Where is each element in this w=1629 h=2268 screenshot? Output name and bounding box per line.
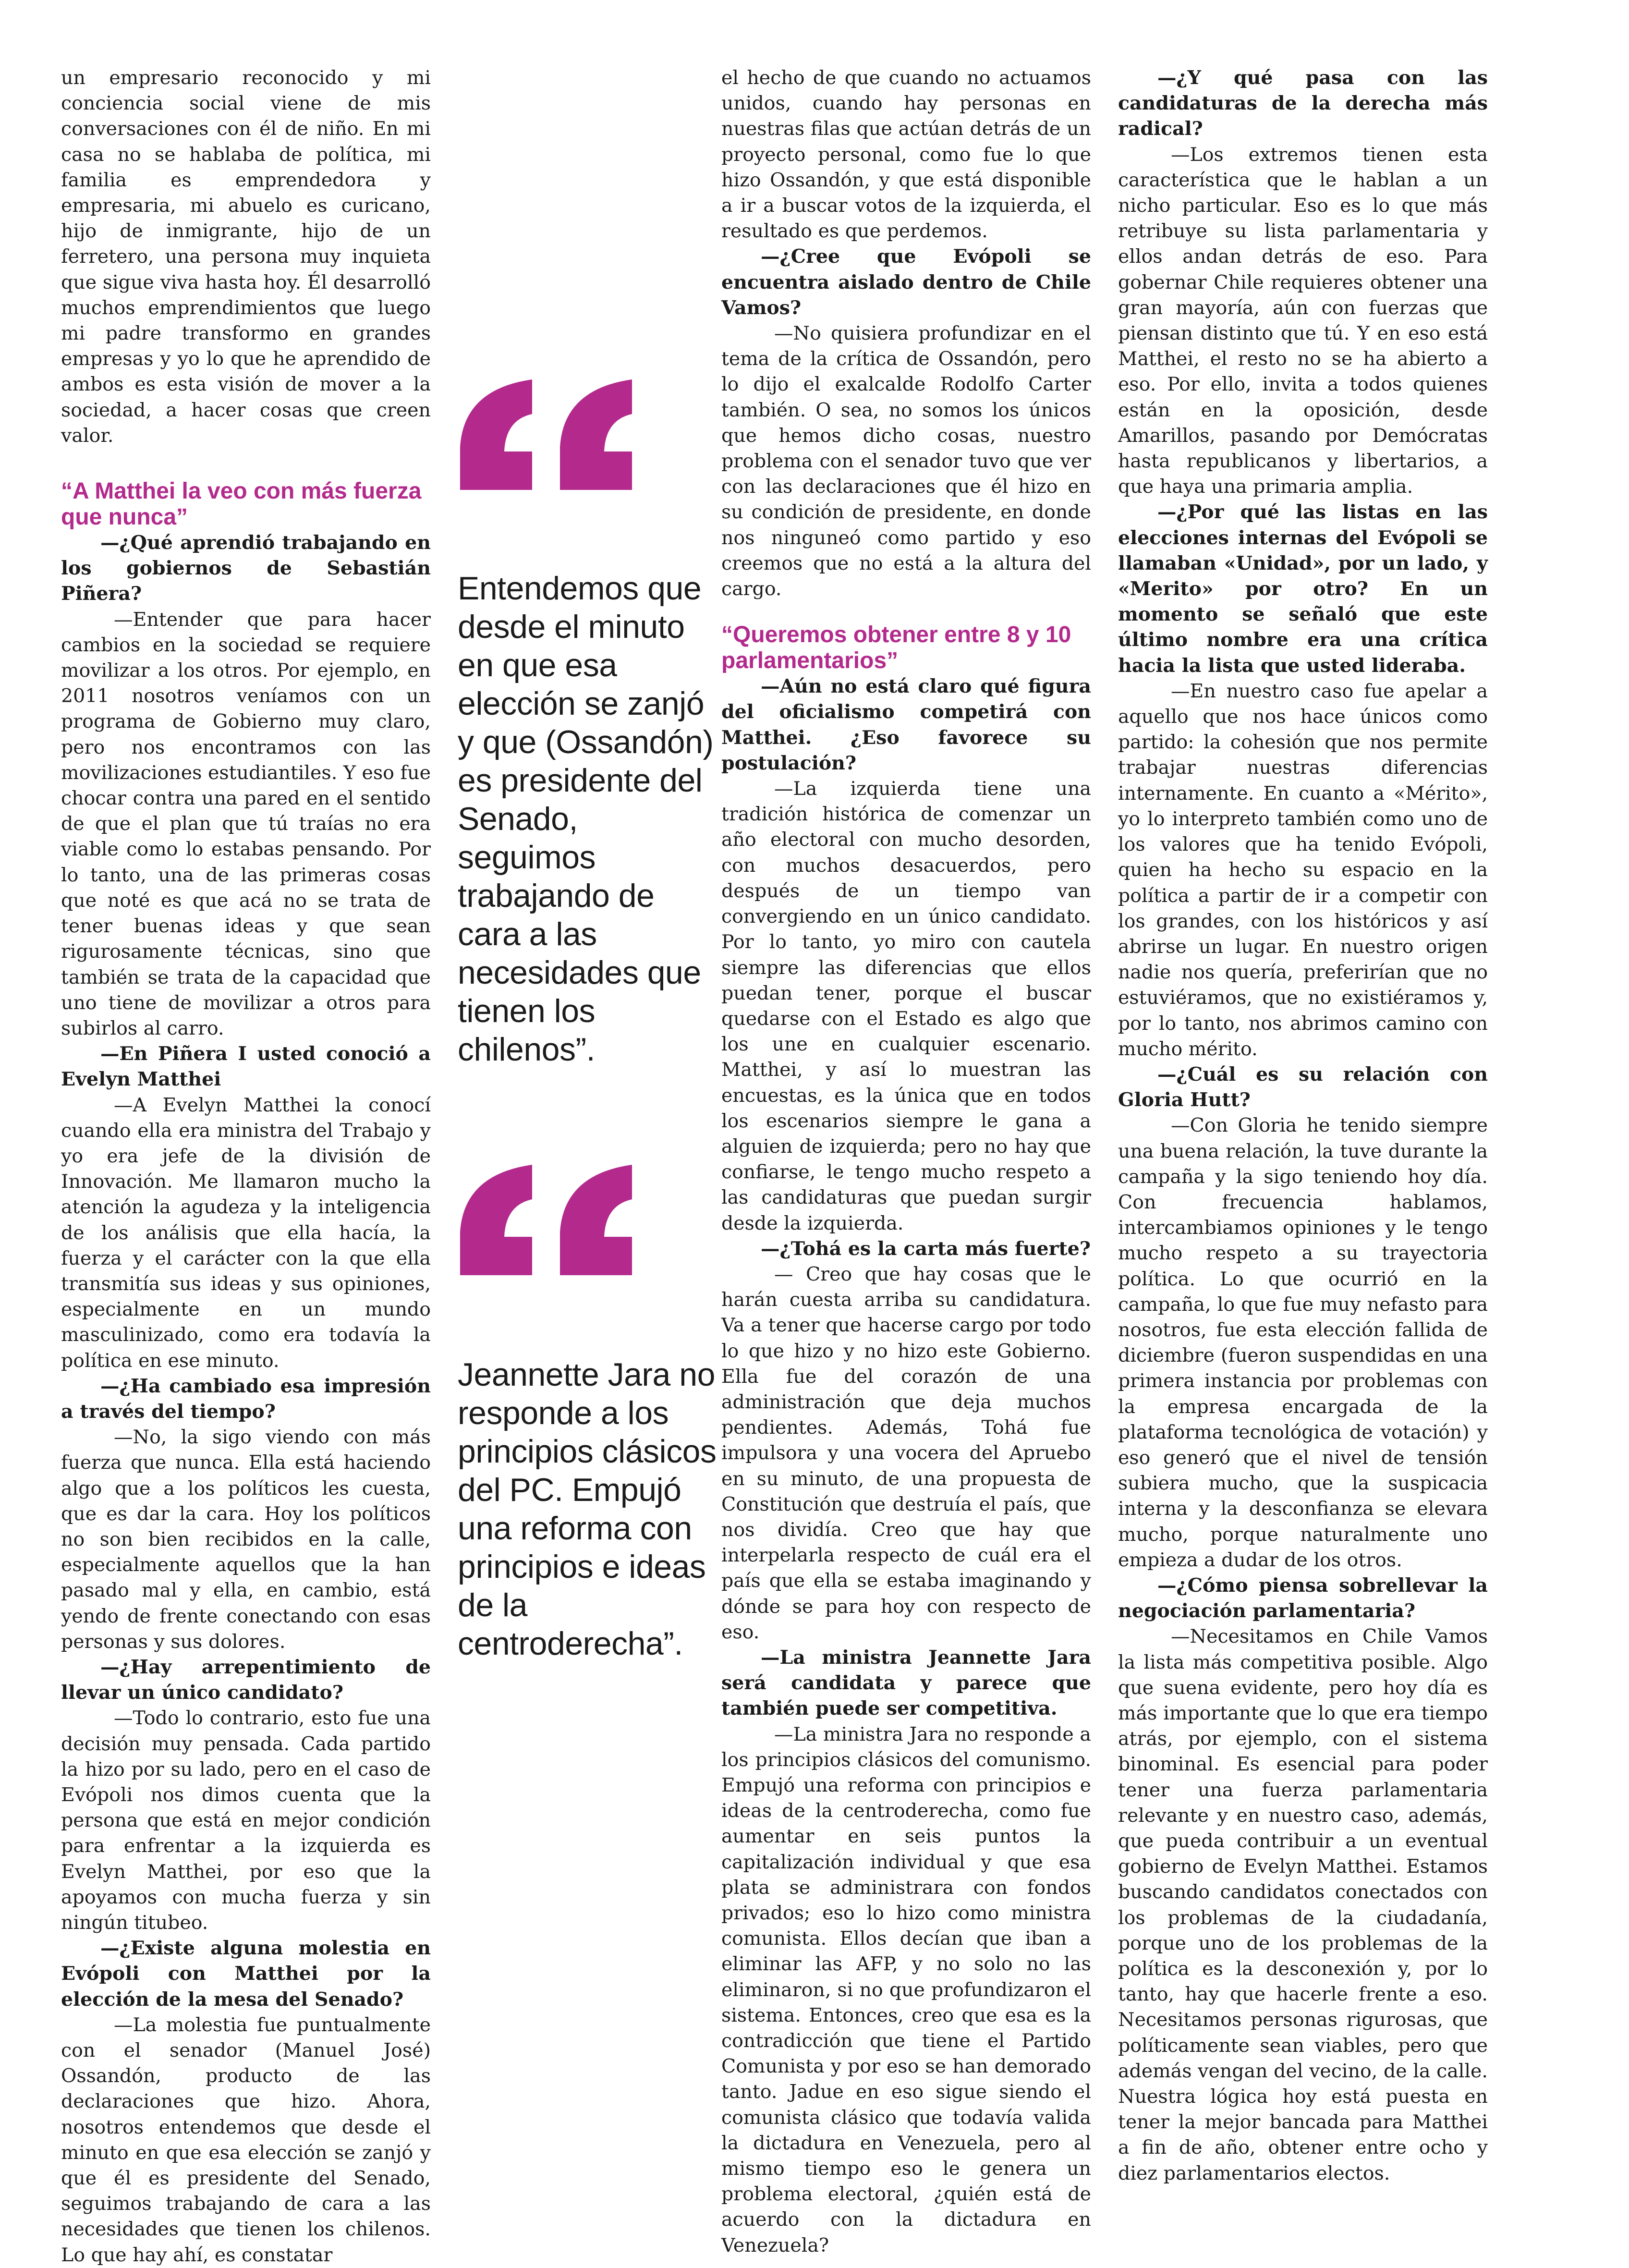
interview-question: —¿Cómo piensa sobrellevar la negociación parlamentaria? [1118,1574,1488,1622]
pull-quote: Entendemos que desde el minuto en que esa elección se zanjó y que (Ossandón) es presidente del Senado, seguimos trabajando de cara a las necesidades que tienen los chilenos”. [458,570,714,1068]
section-heading: “Queremos obtener entre 8 y 10 parlamentarios” [721,622,1071,674]
interview-question: —En Piñera I usted conoció a Evelyn Matthei [61,1043,431,1091]
interview-answer: —Todo lo contrario, esto fue una decisión muy pensada. Cada partido la hizo por su lado, pero en el caso de Evópoli nos dimos cuenta que la persona que está en mejor condición para enfrentar a la izquierda es Evelyn Matthei, por eso que la apoyamos con mucha fuerza y sin ningún titubeo. [61,1707,431,1934]
interview-question: —¿Tohá es la carta más fuerte? [761,1237,1091,1260]
interview-question: —¿Cuál es su relación con Gloria Hutt? [1118,1063,1488,1111]
paragraph: un empresario reconocido y mi conciencia social viene de mis conversaciones con él de niño. En mi casa no se hablaba de política, mi familia es emprendedora y empresaria, mi abuelo es curicano, hijo de inmigrante, hijo de un ferretero, una persona muy inquieta que sigue viva hasta hoy. Él desarrolló muchos emprendimientos que luego mi padre transformo en grandes empresas y yo lo que he aprendido de ambos es esta visión de mover a la sociedad, a hacer cosas que creen valor. [61,67,431,447]
article-column-4 [1118,65,1488,2186]
interview-answer: — Creo que hay cosas que le harán cuesta arriba su candidatura. Va a tener que hacerse cargo por todo lo que hizo y no hizo este Gobierno. Ella fue del corazón de una administración que deja muchos pendientes. Además, Tohá fue impulsora y una vocera del Apruebo en su minuto, de una propuesta de Constitución que destruía el país, que nos dividía. Creo que hay que interpelarla respecto de cuál era el país que ella se estaba imaginando y dónde se para hoy con respecto de eso. [721,1263,1091,1643]
article-column-3 [721,65,1091,2258]
interview-question: —¿Y qué pasa con las candidaturas de la derecha más radical? [1118,67,1488,140]
interview-answer: —Con Gloria he tenido siempre una buena relación, la tuve durante la campaña y la sigo teniendo hoy día. Con frecuencia hablamos, intercambiamos opiniones y le tengo mucho respeto a su trayectoria política. Lo que ocurrió en la campaña, lo que fue muy nefasto para nosotros, fue esta elección fallida de diciembre (fueron suspendidas en una primera instancia por problemas con la empresa encargada de la plataforma tecnológica de votación) y eso generó que el nivel de tensión subiera mucho, que la suspicacia interna y la desconfianza se elevara mucho, porque naturalmente uno empieza a dudar de los otros. [1118,1114,1488,1571]
quote-mark-icon [460,379,633,490]
pull-quote: Jeannette Jara no responde a los principios clásicos del PC. Empujó una reforma con principios e ideas de la centroderecha”. [458,1356,717,1662]
interview-question: —¿Existe alguna molestia en Evópoli con Matthei por la elección de la mesa del Senado? [61,1937,431,2011]
interview-question: —¿Por qué las listas en las elecciones internas del Evópoli se llamaban «Unidad», por un lado, y «Merito» por otro? En un momento se señaló que este último nombre era una crítica hacia la lista que usted lideraba. [1118,501,1488,677]
interview-answer: —La izquierda tiene una tradición histórica de comenzar un año electoral con mucho desorden, con muchos desacuerdos, pero después de un tiempo van convergiendo en un único candidato. Por lo tanto, yo miro con cautela siempre las diferencias que ellos puedan tener, porque el buscar quedarse con el Estado es algo que los une en cualquier escenario. Matthei, y así lo muestran las encuestas, es la única que en todos los escenarios siempre le gana a alguien de izquierda; pero no hay que confiarse, le tengo mucho respeto a las candidaturas que puedan surgir desde la izquierda. [721,778,1091,1234]
quote-mark-icon [460,1165,633,1275]
interview-question: —¿Qué aprendió trabajando en los gobiernos de Sebastián Piñera? [61,532,431,605]
interview-question: —La ministra Jeannette Jara será candidata y parece que también puede ser competitiva. [721,1646,1091,1720]
interview-answer: —En nuestro caso fue apelar a aquello que nos hace únicos como partido: la cohesión que nos permite trabajar nuestras diferencias internamente. En cuanto a «Mérito», yo lo interpreto también como uno de los valores que ha tenido Evópoli, quien ha hecho su espacio en la política a partir de ir a competir con los grandes, con los históricos y así abrirse un lugar. En nuestro origen nadie nos quería, preferirían que no estuviéramos, que no existiéramos y, por lo tanto, nos abrimos camino con mucho mérito. [1118,680,1488,1060]
interview-answer: —Los extremos tienen esta característica que le hablan a un nicho particular. Eso es lo que más retribuye su lista parlamentaria y ellos andan detrás de eso. Para gobernar Chile requieres obtener una gran mayoría, aún con fuerzas que piensan distinto que tú. Y en eso está Matthei, el resto no se ha abierto a eso. Por ello, invita a todos quienes están en la oposición, desde Amarillos, pasando por Demócratas hasta republicanos y libertarios, a que haya una primaria amplia. [1118,143,1488,498]
interview-question: —¿Hay arrepentimiento de llevar un único candidato? [61,1656,431,1704]
paragraph: el hecho de que cuando no actuamos unidos, cuando hay personas en nuestras filas que actúan detrás de un proyecto personal, como fue lo que hizo Ossandón, y que está disponible a ir a buscar votos de la izquierda, el resultado es que perdemos. [721,67,1091,243]
interview-answer: —No quisiera profundizar en el tema de la crítica de Ossandón, pero lo dijo el exalcalde Rodolfo Carter también. O sea, no somos los únicos que hemos dicho cosas, nuestro problema con el senador tuvo que ver con las declaraciones que él hizo en su condición de presidente, en donde nos ninguneó como partido y eso creemos que no está a la altura del cargo. [721,322,1091,600]
interview-answer: —A Evelyn Matthei la conocí cuando ella era ministra del Trabajo y yo era jefe de la división de Innovación. Me llamaron mucho la atención la agudeza y la inteligencia de los análisis que ella hacía, la fuerza y el carácter con la que ella transmitía sus ideas y sus opiniones, especialmente en un mundo masculinizado, como era todavía la política en ese minuto. [61,1094,431,1372]
interview-question: —Aún no está claro qué figura del oficialismo competirá con Matthei. ¿Eso favorece su postulación? [721,675,1091,774]
interview-answer: —Entender que para hacer cambios en la sociedad se requiere movilizar a los otros. Por ejemplo, en 2011 nosotros veníamos con un programa de Gobierno muy claro, pero nos encontramos con las movilizaciones estudiantiles. Y eso fue chocar contra una pared en el sentido de que el plan que tú traías no era viable como lo estabas pensando. Por lo tanto, una de las primeras cosas que noté es que acá no se trata de tener buenas ideas y que sean rigurosamente técnicas, sino que también se trata de la capacidad que uno tiene de movilizar a otros para subirlos al carro. [61,608,431,1039]
article-column-1 [61,65,431,2268]
interview-answer: —La ministra Jara no responde a los principios clásicos del comunismo. Empujó una reforma con principios e ideas de la centroderecha, como fue aumentar en seis puntos la capitalización individual y que esa plata se administrara con fondos privados; eso lo hizo como ministra comunista. Ellos decían que iban a eliminar las AFP, y no solo no las eliminaron, si no que profundizaron el sistema. Entonces, creo que esa es la contradicción que tiene el Partido Comunista y por eso se han demorado tanto. Jadue en eso sigue siendo el comunista clásico que todavía valida la dictadura en Venezuela, pero al mismo tiempo eso le genera un problema electoral, ¿quién está de acuerdo con la dictadura en Venezuela? [721,1723,1091,2256]
interview-answer: —La molestia fue puntualmente con el senador (Manuel José) Ossandón, producto de las declaraciones que hizo. Ahora, nosotros entendemos que desde el minuto en que esa elección se zanjó y que él es presidente del Senado, seguimos trabajando de cara a las necesidades que tienen los chilenos. Lo que hay ahí, es constatar [61,2013,431,2266]
interview-answer: —No, la sigo viendo con más fuerza que nunca. Ella está haciendo algo que a los políticos les cuesta, que es dar la cara. Hoy los políticos no son bien recibidos en la calle, especialmente aquellos que la han pasado mal y ella, en cambio, está yendo de frente conectando con esas personas y sus dolores. [61,1426,431,1653]
section-heading: “A Matthei la veo con más fuerza que nunca” [61,478,422,530]
interview-answer: —Necesitamos en Chile Vamos la lista más competitiva posible. Algo que suena evidente, pero hoy día es más importante que lo que era tiempo atrás, por ejemplo, con el sistema binominal. Es esencial para poder tener una fuerza parlamentaria relevante y en nuestro caso, además, que pueda contribuir a un eventual gobierno de Evelyn Matthei. Estamos buscando candidatos conectados con los problemas de la ciudadanía, porque uno de los problemas de la política es la desconexión y, por lo tanto, hay que hacerle frente a eso. Necesitamos personas rigurosas, que políticamente sean viables, pero que además vengan del vecino, de la calle. Nuestra lógica hoy está puesta en tener la mejor bancada para Matthei a fin de año, obtener entre ocho y diez parlamentarios electos. [1118,1625,1488,2184]
interview-question: —¿Ha cambiado esa impresión a través del tiempo? [61,1375,431,1423]
interview-question: —¿Cree que Evópoli se encuentra aislado dentro de Chile Vamos? [721,245,1091,319]
